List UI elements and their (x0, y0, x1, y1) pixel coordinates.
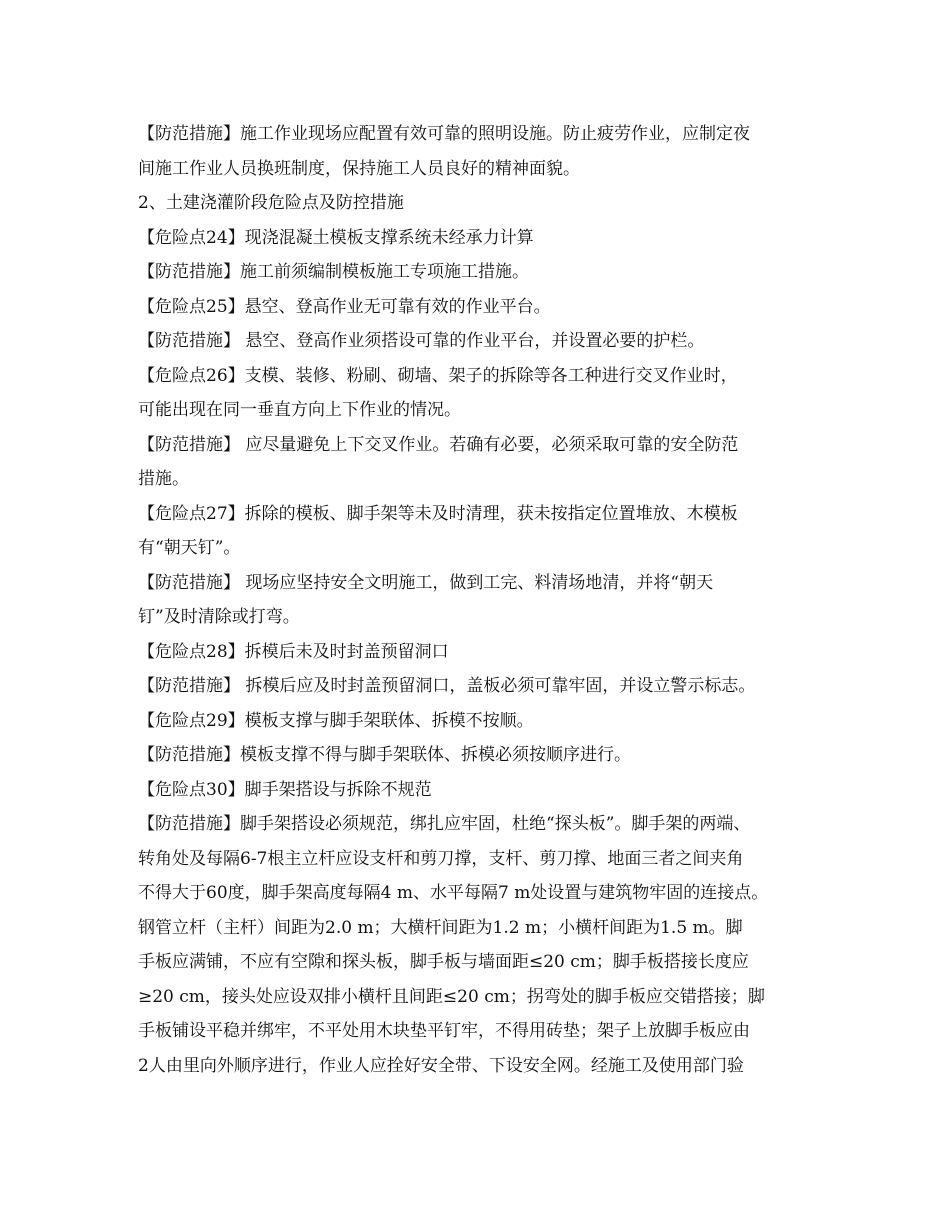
text-line: 钢管立杆（主杆）间距为2.0 m；大横杆间距为1.2 m；小横杆间距为1.5 m。脚 (138, 917, 743, 938)
text-line: 【危险点26】支模、装修、粉刷、砌墙、架子的拆除等各工种进行交叉作业时， (138, 365, 738, 386)
text-line: 手板铺设平稳并绑牢，不平处用木块垫平钉牢，不得用砖垫；架子上放脚手板应由 (138, 1021, 750, 1041)
text-line: ≥20 cm，接头处应设双排小横杆且间距≤20 cm；拐弯处的脚手板应交错搭接；脚 (138, 986, 765, 1007)
text-line: 【危险点28】拆模后未及时封盖预留洞口 (138, 641, 449, 662)
text-line: 【危险点24】现浇混凝土模板支撑系统未经承力计算 (138, 227, 534, 248)
text-line: 可能出现在同一垂直方向上下作业的情况。 (138, 400, 461, 420)
text-line: 间施工作业人员换班制度，保持施工人员良好的精神面貌。 (138, 158, 580, 179)
text-line: 钉”及时清除或打弯。 (138, 607, 300, 627)
text-line: 【防范措施】 现场应坚持安全文明施工，做到工完、料清场地清，并将“朝天 (138, 572, 714, 593)
text-line: 【防范措施】模板支撑不得与脚手架联体、拆模必须按顺序进行。 (138, 745, 631, 765)
text-line: 【危险点25】悬空、登高作业无可靠有效的作业平台。 (138, 296, 551, 317)
document-body (138, 117, 838, 1083)
text-line: 转角处及每隔6-7根主立杆应设支杆和剪刀撑，支杆、剪刀撑、地面三者之间夹角 (138, 848, 744, 869)
text-line: 措施。 (138, 469, 189, 489)
text-line: 【防范措施】 悬空、登高作业须搭设可靠的作业平台，并设置必要的护栏。 (138, 331, 705, 351)
text-line: 手板应满铺，不应有空隙和探头板，脚手板与墙面距≤20 cm；脚手板搭接长度应 (138, 952, 749, 972)
text-line: 2人由里向外顺序进行，作业人应拴好安全带、下设安全网。经施工及使用部门验 (138, 1055, 744, 1076)
text-line: 【危险点29】模板支撑与脚手架联体、拆模不按顺。 (138, 710, 534, 731)
text-line: 【防范措施】施工前须编制模板施工专项施工措施。 (138, 262, 529, 282)
text-line: 【危险点27】拆除的模板、脚手架等未及时清理，获未按指定位置堆放、木模板 (138, 503, 738, 524)
text-line: 【危险点30】脚手架搭设与拆除不规范 (138, 779, 432, 800)
text-line: 【防范措施】 拆模后应及时封盖预留洞口，盖板必须可靠牢固，并设立警示标志。 (138, 676, 756, 696)
text-line: 【防范措施】 应尽量避免上下交叉作业。若确有必要，必须采取可靠的安全防范 (138, 434, 739, 455)
text-line: 不得大于60度，脚手架高度每隔4 m、水平每隔7 m处设置与建筑物牢固的连接点。 (138, 883, 769, 903)
text-line: 【防范措施】施工作业现场应配置有效可靠的照明设施。防止疲劳作业，应制定夜 (138, 124, 750, 144)
section-heading: 2、土建浇灌阶段危险点及防控措施 (138, 193, 404, 213)
text-line: 有“朝天钉”。 (138, 538, 241, 558)
text-line: 【防范措施】脚手架搭设必须规范，绑扎应牢固，杜绝“探头板”。脚手架的两端、 (138, 814, 751, 834)
